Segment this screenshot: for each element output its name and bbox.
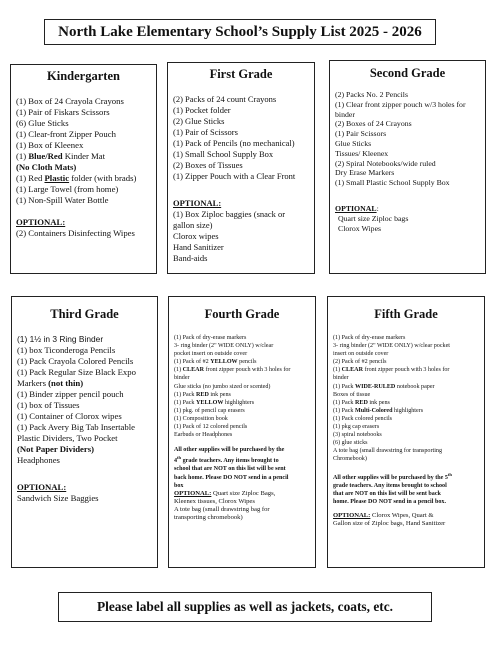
- page-title: North Lake Elementary School’s Supply List 2025 - 2026: [58, 24, 422, 40]
- list-item: (2) Spiral Notebooks/wide ruled: [335, 158, 436, 168]
- list-item: (Not Paper Dividers): [17, 444, 95, 454]
- list-item: Earbuds or Headphones: [174, 432, 233, 439]
- list-item: (2) Boxes of 24 Crayons: [335, 119, 412, 129]
- item-text-bold: Plastic: [44, 173, 70, 183]
- list-item: [333, 366, 479, 374]
- note-text-part: 4: [174, 458, 178, 465]
- list-item: (1) pkg. of pencil cap erasers: [174, 407, 245, 414]
- item-text: (1): [16, 151, 29, 161]
- item-text: front zipper pouch with 3 holes for: [362, 367, 450, 374]
- list-item: Quart size Ziploc bags: [338, 213, 409, 223]
- list-item: (2) Pack of #2 pencils: [333, 359, 387, 366]
- list-item: Chromebook): [333, 456, 367, 463]
- list-item: [174, 391, 310, 399]
- list-item: Hand Sanitizer: [173, 242, 224, 252]
- list-item: Dry Erase Markers: [335, 168, 395, 178]
- item-text: (1) Pack: [174, 399, 196, 406]
- list-item: gallon size): [173, 220, 213, 230]
- note-text: that are NOT on this list will be sent back: [333, 490, 441, 497]
- list-item: (1) box of Tissues: [17, 400, 80, 410]
- optional-label: OPTIONAL:: [16, 217, 66, 227]
- second-grade-box: [329, 60, 486, 274]
- optional-label: OPTIONAL:: [173, 198, 222, 208]
- list-item: Clorox Wipes: [338, 223, 382, 233]
- optional-colon: :: [376, 203, 379, 213]
- note-text: back home. Please DO NOT send in a pencil: [174, 474, 289, 481]
- list-item: (1) pkg cap erasers: [333, 424, 380, 431]
- list-item: [174, 399, 310, 407]
- list-item: Band-aids: [173, 253, 208, 263]
- list-item: (1) Pack Avery Big Tab Insertable: [17, 422, 136, 432]
- list-item: (No Cloth Mats): [16, 162, 77, 172]
- kindergarten-heading: Kindergarten: [47, 69, 120, 83]
- list-item: [333, 399, 479, 407]
- third-grade-box: [11, 296, 158, 568]
- item-text: pencils: [237, 359, 257, 366]
- list-item: Glue Sticks: [335, 138, 372, 148]
- item-text: Quart size Ziploc Bags,: [211, 489, 276, 497]
- item-text-bold: RED: [355, 399, 368, 406]
- item-text: (1) Pack: [333, 407, 355, 414]
- item-text: (1) Pack: [174, 391, 196, 398]
- item-text-bold: WIDE-RULED: [355, 383, 396, 390]
- item-text: ink pens: [367, 399, 390, 406]
- optional-label: OPTIONAL:: [17, 482, 67, 492]
- list-item: Kleenex tissues, Clorox Wipes: [174, 497, 255, 505]
- first-grade-box: [167, 62, 315, 274]
- item-text: (1) Pack: [333, 383, 355, 390]
- item-text-bold: (not thin): [48, 378, 84, 388]
- item-text: (1): [333, 367, 342, 374]
- list-item: (2) Boxes of Tissues: [173, 160, 243, 170]
- note-superscript: th: [447, 471, 452, 477]
- title-box: [44, 19, 436, 45]
- list-item: [333, 512, 479, 520]
- item-text: front zipper pouch with 3 holes for: [203, 367, 291, 374]
- optional-label: OPTIONAL: [335, 203, 377, 213]
- note-text: grade teachers. Any items brought to school: [333, 482, 447, 489]
- list-item: (6) glue sticks: [333, 440, 368, 447]
- list-item: pocket insert on outside cover: [174, 351, 248, 358]
- third-grade-heading: Third Grade: [50, 307, 119, 321]
- item-text: Clorox Wipes, Quart &: [370, 511, 434, 519]
- note-superscript: th: [177, 455, 182, 461]
- list-item: 3- ring binder (2" WIDE ONLY) w/clear pocket: [333, 343, 450, 350]
- list-item: (6) Glue Sticks: [16, 118, 69, 128]
- list-item: (2) Glue Sticks: [173, 116, 225, 126]
- item-text-bold: CLEAR: [341, 367, 363, 374]
- list-item: binder: [174, 375, 190, 382]
- fourth-grade-box: [168, 296, 316, 568]
- note-text: [333, 471, 479, 482]
- list-item: binder: [335, 109, 355, 119]
- item-text: highlighters: [392, 407, 424, 414]
- item-text: (1) Pack: [333, 399, 355, 406]
- list-item: (1) Small Plastic School Supply Box: [335, 178, 450, 188]
- fifth-grade-heading: Fifth Grade: [374, 307, 438, 321]
- list-item: 3- ring binder (2" WIDE ONLY) w/clear: [174, 343, 274, 350]
- list-item: binder: [333, 375, 349, 382]
- list-item: [16, 173, 151, 184]
- first-grade-heading: First Grade: [209, 67, 273, 81]
- list-item: (1) Clear front zipper pouch w/3 holes for: [335, 99, 466, 109]
- note-text: [174, 454, 310, 465]
- item-text: highlighters: [223, 399, 255, 406]
- footer-note: Please label all supplies as well as jackets, coats, etc.: [96, 599, 394, 614]
- note-text: All other supplies will be purchased by the: [174, 447, 285, 454]
- list-item: (1) Pack of Pencils (no mechanical): [173, 138, 295, 148]
- item-text: (1) Red: [16, 173, 45, 183]
- item-text-bold: Blue/Red: [28, 151, 63, 161]
- list-item: Clorox wipes: [173, 231, 219, 241]
- note-text: school that are NOT on this list will be sent: [174, 466, 286, 473]
- item-text: (1) Pack of #2: [174, 359, 211, 366]
- fifth-grade-box: [327, 296, 485, 568]
- list-item: (1) box Ticonderoga Pencils: [17, 345, 116, 355]
- second-grade-heading: Second Grade: [369, 66, 446, 80]
- list-item: [174, 366, 310, 374]
- list-item: (1) Clear-front Zipper Pouch: [16, 129, 116, 139]
- item-text: ink pens: [208, 391, 231, 398]
- item-text-bold: Multi-Colored: [355, 407, 393, 414]
- list-item: A tote bag (small drawstring for transporting: [333, 448, 442, 455]
- list-item: (1) Zipper Pouch with a Clear Front: [173, 171, 296, 181]
- list-item: (1) Pack of dry-erase markers: [174, 335, 247, 341]
- list-item: Headphones: [17, 455, 60, 465]
- list-item: [17, 378, 152, 389]
- item-text-bold: RED: [196, 391, 209, 398]
- optional-label: OPTIONAL:: [333, 511, 371, 519]
- list-item: (1) Small School Supply Box: [173, 149, 274, 159]
- item-text-bold: YELLOW: [210, 359, 238, 366]
- list-item: Gallon size of Ziploc bags, Hand Sanitizer: [333, 520, 446, 527]
- note-text-part: grade teachers. Any items brought to: [181, 458, 279, 465]
- note-text: home. Please DO NOT send in a pencil box.: [333, 498, 446, 505]
- list-item: Tissues/ Kleenex: [335, 148, 389, 158]
- list-item: (2) Packs of 24 count Crayons: [173, 94, 277, 104]
- optional-label: OPTIONAL:: [174, 489, 212, 497]
- list-item: (1) Pair Scissors: [335, 129, 387, 139]
- list-item: (1) Composition book: [174, 415, 228, 422]
- list-item: [333, 383, 479, 391]
- list-item: (1) Pack Regular Size Black Expo: [17, 367, 136, 377]
- list-item: [174, 490, 310, 498]
- list-item: [174, 358, 310, 366]
- list-item: (1) Pair of Fiskars Scissors: [16, 107, 110, 117]
- footer-box: [58, 592, 432, 622]
- list-item: (1) Box of 24 Crayola Crayons: [16, 96, 124, 106]
- list-item: (1) Pair of Scissors: [173, 127, 238, 137]
- list-item: Plastic Dividers, Two Pocket: [17, 433, 118, 443]
- note-text-part: All other supplies will be purchased by the 5: [333, 474, 448, 481]
- list-item: insert on outside cover: [333, 351, 389, 358]
- list-item: (1) Binder zipper pencil pouch: [17, 389, 124, 399]
- list-item: Sandwich Size Baggies: [17, 493, 99, 503]
- list-item: [16, 151, 151, 162]
- list-item: (2) Packs No. 2 Pencils: [335, 90, 408, 99]
- list-item: (1) Container of Clorox wipes: [17, 411, 122, 421]
- item-text-bold: CLEAR: [182, 367, 204, 374]
- list-item: Boxes of tissue: [333, 391, 371, 398]
- item-text: folder (with brads): [69, 173, 137, 183]
- list-item: (1) Non-Spill Water Bottle: [16, 195, 109, 205]
- list-item: (1) Box of Kleenex: [16, 140, 84, 150]
- list-item: (3) spiral notebooks: [333, 432, 382, 439]
- list-item: A tote bag (small drawstring bag for: [174, 505, 270, 513]
- list-item: (1) Pack of dry-erase markers: [333, 335, 406, 341]
- list-item: (1) Pocket folder: [173, 105, 231, 115]
- item-text: Markers: [17, 378, 49, 388]
- list-item: (1) 1½ in 3 Ring Binder: [17, 334, 104, 344]
- item-text-bold: YELLOW: [196, 399, 224, 406]
- list-item: transporting chromebook): [174, 514, 243, 521]
- fourth-grade-heading: Fourth Grade: [204, 307, 280, 321]
- list-item: Glue sticks (no jumbo sized or scented): [174, 383, 271, 390]
- kindergarten-box: [10, 64, 157, 274]
- list-item: (1) Pack colored pencils: [333, 415, 393, 422]
- list-item: (1) Pack Crayola Colored Pencils: [17, 356, 134, 366]
- item-text: (1): [174, 367, 183, 374]
- list-item: [333, 407, 479, 415]
- list-item: (1) Large Towel (from home): [16, 184, 119, 194]
- list-item: (1) Box Ziploc baggies (snack or: [173, 209, 286, 219]
- list-item: (1) Pack of 12 colored pencils: [174, 424, 248, 431]
- item-text: notebook paper: [395, 383, 435, 390]
- note-text: box: [174, 482, 184, 489]
- item-text: Kinder Mat: [62, 151, 106, 161]
- list-item: (2) Containers Disinfecting Wipes: [16, 228, 135, 238]
